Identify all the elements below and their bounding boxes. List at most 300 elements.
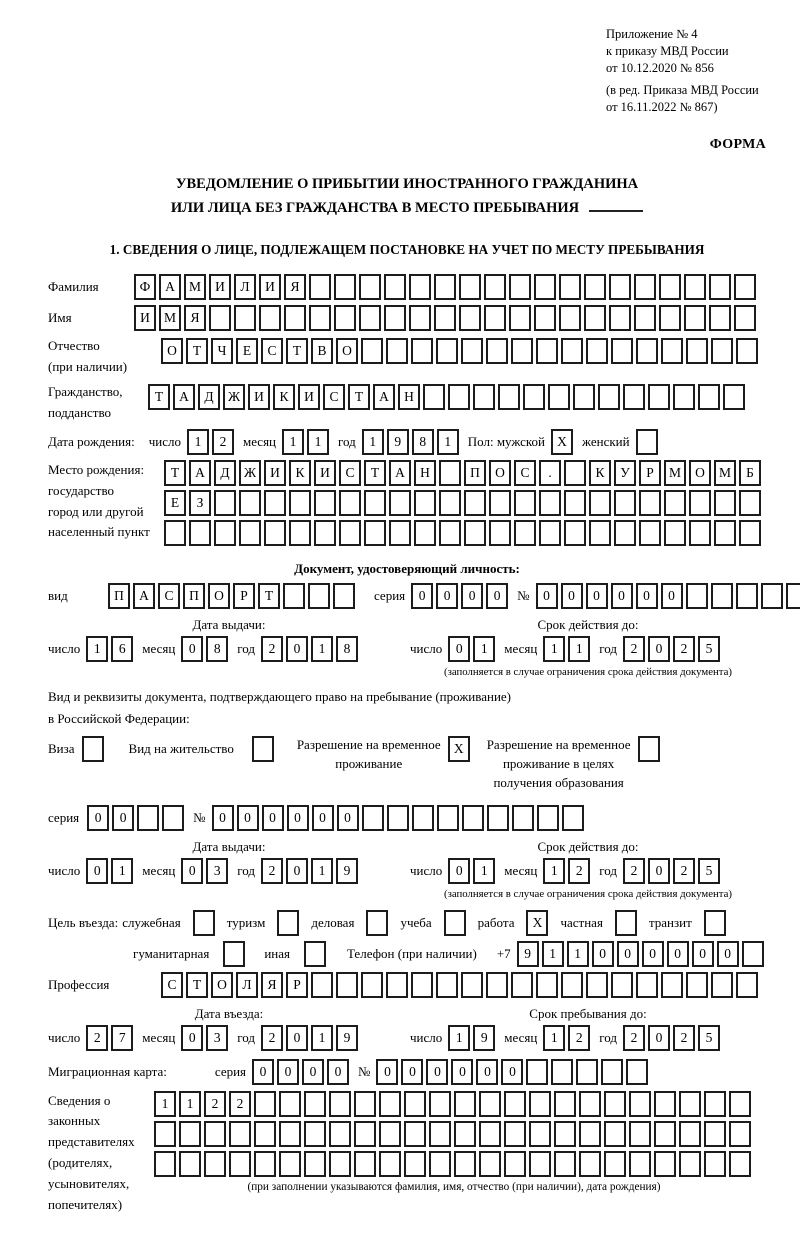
- char-cell[interactable]: [614, 520, 636, 546]
- char-cell[interactable]: И: [264, 460, 286, 486]
- char-cell[interactable]: [454, 1151, 476, 1177]
- char-cell[interactable]: [404, 1091, 426, 1117]
- char-cell[interactable]: [739, 490, 761, 516]
- char-cell[interactable]: [384, 305, 406, 331]
- char-cell[interactable]: И: [248, 384, 270, 410]
- migration-series-cells[interactable]: [252, 1059, 352, 1085]
- char-cell[interactable]: [529, 1121, 551, 1147]
- char-cell[interactable]: [679, 1091, 701, 1117]
- char-cell[interactable]: [561, 972, 583, 998]
- char-cell[interactable]: 0: [376, 1059, 398, 1085]
- char-cell[interactable]: Н: [398, 384, 420, 410]
- char-cell[interactable]: [193, 910, 215, 936]
- char-cell[interactable]: [339, 490, 361, 516]
- char-cell[interactable]: [309, 305, 331, 331]
- char-cell[interactable]: 0: [636, 583, 658, 609]
- char-cell[interactable]: [389, 520, 411, 546]
- char-cell[interactable]: [698, 384, 720, 410]
- char-cell[interactable]: 1: [362, 429, 384, 455]
- char-cell[interactable]: [604, 1091, 626, 1117]
- char-cell[interactable]: [486, 338, 508, 364]
- char-cell[interactable]: 2: [568, 858, 590, 884]
- migration-number-cells[interactable]: [376, 1059, 651, 1085]
- char-cell[interactable]: Т: [258, 583, 280, 609]
- char-cell[interactable]: [504, 1121, 526, 1147]
- char-cell[interactable]: 0: [486, 583, 508, 609]
- char-cell[interactable]: Т: [164, 460, 186, 486]
- char-cell[interactable]: [562, 805, 584, 831]
- edu-permit-checkbox[interactable]: [638, 736, 663, 762]
- char-cell[interactable]: [214, 490, 236, 516]
- char-cell[interactable]: [629, 1121, 651, 1147]
- char-cell[interactable]: 1: [282, 429, 304, 455]
- char-cell[interactable]: 1: [179, 1091, 201, 1117]
- char-cell[interactable]: [252, 736, 274, 762]
- char-cell[interactable]: 0: [692, 941, 714, 967]
- char-cell[interactable]: [359, 274, 381, 300]
- char-cell[interactable]: [537, 805, 559, 831]
- char-cell[interactable]: [729, 1151, 751, 1177]
- char-cell[interactable]: 2: [212, 429, 234, 455]
- char-cell[interactable]: 0: [451, 1059, 473, 1085]
- char-cell[interactable]: [498, 384, 520, 410]
- birth-day-cells[interactable]: [187, 429, 237, 455]
- char-cell[interactable]: [536, 972, 558, 998]
- char-cell[interactable]: 0: [617, 941, 639, 967]
- char-cell[interactable]: [284, 305, 306, 331]
- char-cell[interactable]: А: [133, 583, 155, 609]
- char-cell[interactable]: [598, 384, 620, 410]
- char-cell[interactable]: [704, 1151, 726, 1177]
- char-cell[interactable]: 0: [312, 805, 334, 831]
- char-cell[interactable]: [361, 972, 383, 998]
- char-cell[interactable]: 0: [237, 805, 259, 831]
- char-cell[interactable]: [484, 305, 506, 331]
- char-cell[interactable]: 2: [261, 858, 283, 884]
- char-cell[interactable]: [412, 805, 434, 831]
- identity-issue-year[interactable]: [261, 636, 361, 662]
- char-cell[interactable]: 6: [111, 636, 133, 662]
- char-cell[interactable]: 7: [111, 1025, 133, 1051]
- char-cell[interactable]: [734, 274, 756, 300]
- char-cell[interactable]: Ж: [223, 384, 245, 410]
- char-cell[interactable]: [436, 972, 458, 998]
- char-cell[interactable]: [429, 1091, 451, 1117]
- residence-issue-day[interactable]: [86, 858, 136, 884]
- char-cell[interactable]: 2: [261, 1025, 283, 1051]
- purpose-humanitarian-checkbox[interactable]: [223, 941, 248, 967]
- identity-expiry-day[interactable]: [448, 636, 498, 662]
- char-cell[interactable]: [239, 490, 261, 516]
- char-cell[interactable]: О: [211, 972, 233, 998]
- char-cell[interactable]: 0: [411, 583, 433, 609]
- char-cell[interactable]: [264, 490, 286, 516]
- char-cell[interactable]: [336, 972, 358, 998]
- char-cell[interactable]: С: [161, 972, 183, 998]
- char-cell[interactable]: [364, 520, 386, 546]
- char-cell[interactable]: [366, 910, 388, 936]
- identity-kind-cells[interactable]: [108, 583, 358, 609]
- char-cell[interactable]: 0: [212, 805, 234, 831]
- purpose-official-checkbox[interactable]: [193, 910, 218, 936]
- char-cell[interactable]: И: [134, 305, 156, 331]
- char-cell[interactable]: [659, 305, 681, 331]
- char-cell[interactable]: [461, 972, 483, 998]
- char-cell[interactable]: [277, 910, 299, 936]
- char-cell[interactable]: [384, 274, 406, 300]
- char-cell[interactable]: А: [173, 384, 195, 410]
- char-cell[interactable]: П: [464, 460, 486, 486]
- surname-cells[interactable]: [134, 274, 759, 300]
- char-cell[interactable]: 0: [448, 636, 470, 662]
- char-cell[interactable]: [359, 305, 381, 331]
- char-cell[interactable]: [409, 274, 431, 300]
- entry-month[interactable]: [181, 1025, 231, 1051]
- char-cell[interactable]: Л: [234, 274, 256, 300]
- char-cell[interactable]: [223, 941, 245, 967]
- char-cell[interactable]: [164, 520, 186, 546]
- char-cell[interactable]: 9: [336, 858, 358, 884]
- profession-cells[interactable]: [161, 972, 761, 998]
- char-cell[interactable]: [334, 305, 356, 331]
- char-cell[interactable]: [673, 384, 695, 410]
- char-cell[interactable]: О: [336, 338, 358, 364]
- visa-checkbox[interactable]: [82, 736, 107, 762]
- residence-expiry-day[interactable]: [448, 858, 498, 884]
- char-cell[interactable]: 0: [476, 1059, 498, 1085]
- char-cell[interactable]: 9: [336, 1025, 358, 1051]
- residence-expiry-month[interactable]: [543, 858, 593, 884]
- char-cell[interactable]: [154, 1121, 176, 1147]
- char-cell[interactable]: [609, 274, 631, 300]
- char-cell[interactable]: 0: [561, 583, 583, 609]
- char-cell[interactable]: [611, 338, 633, 364]
- char-cell[interactable]: [761, 583, 783, 609]
- char-cell[interactable]: 1: [568, 636, 590, 662]
- char-cell[interactable]: [512, 805, 534, 831]
- char-cell[interactable]: 0: [661, 583, 683, 609]
- char-cell[interactable]: 2: [673, 1025, 695, 1051]
- char-cell[interactable]: [639, 520, 661, 546]
- char-cell[interactable]: [504, 1091, 526, 1117]
- char-cell[interactable]: [454, 1121, 476, 1147]
- char-cell[interactable]: К: [289, 460, 311, 486]
- char-cell[interactable]: [354, 1121, 376, 1147]
- residence-series-cells[interactable]: [87, 805, 187, 831]
- temp-permit-checkbox[interactable]: [448, 736, 473, 762]
- char-cell[interactable]: [179, 1151, 201, 1177]
- char-cell[interactable]: Р: [286, 972, 308, 998]
- char-cell[interactable]: [386, 338, 408, 364]
- char-cell[interactable]: [623, 384, 645, 410]
- char-cell[interactable]: [486, 972, 508, 998]
- char-cell[interactable]: Т: [186, 972, 208, 998]
- char-cell[interactable]: [586, 972, 608, 998]
- char-cell[interactable]: [314, 520, 336, 546]
- char-cell[interactable]: Ч: [211, 338, 233, 364]
- char-cell[interactable]: [479, 1151, 501, 1177]
- char-cell[interactable]: [714, 490, 736, 516]
- char-cell[interactable]: А: [189, 460, 211, 486]
- char-cell[interactable]: [404, 1121, 426, 1147]
- char-cell[interactable]: 8: [412, 429, 434, 455]
- char-cell[interactable]: 0: [426, 1059, 448, 1085]
- char-cell[interactable]: Н: [414, 460, 436, 486]
- char-cell[interactable]: К: [273, 384, 295, 410]
- entry-year[interactable]: [261, 1025, 361, 1051]
- char-cell[interactable]: 0: [461, 583, 483, 609]
- char-cell[interactable]: [629, 1091, 651, 1117]
- char-cell[interactable]: Т: [348, 384, 370, 410]
- char-cell[interactable]: [329, 1091, 351, 1117]
- char-cell[interactable]: [523, 384, 545, 410]
- char-cell[interactable]: 2: [623, 1025, 645, 1051]
- char-cell[interactable]: [304, 1121, 326, 1147]
- char-cell[interactable]: 1: [307, 429, 329, 455]
- char-cell[interactable]: Е: [236, 338, 258, 364]
- char-cell[interactable]: X: [448, 736, 470, 762]
- char-cell[interactable]: 1: [187, 429, 209, 455]
- char-cell[interactable]: [573, 384, 595, 410]
- char-cell[interactable]: [154, 1151, 176, 1177]
- residence-number-cells[interactable]: [212, 805, 587, 831]
- char-cell[interactable]: [329, 1151, 351, 1177]
- char-cell[interactable]: [414, 490, 436, 516]
- char-cell[interactable]: Л: [236, 972, 258, 998]
- char-cell[interactable]: 0: [181, 858, 203, 884]
- char-cell[interactable]: [648, 384, 670, 410]
- char-cell[interactable]: [626, 1059, 648, 1085]
- char-cell[interactable]: [729, 1121, 751, 1147]
- char-cell[interactable]: 0: [286, 858, 308, 884]
- char-cell[interactable]: 8: [206, 636, 228, 662]
- char-cell[interactable]: 0: [648, 858, 670, 884]
- char-cell[interactable]: М: [714, 460, 736, 486]
- char-cell[interactable]: [437, 805, 459, 831]
- char-cell[interactable]: 2: [204, 1091, 226, 1117]
- char-cell[interactable]: [229, 1121, 251, 1147]
- char-cell[interactable]: [162, 805, 184, 831]
- char-cell[interactable]: [311, 972, 333, 998]
- char-cell[interactable]: 0: [401, 1059, 423, 1085]
- char-cell[interactable]: 1: [311, 858, 333, 884]
- name-cells[interactable]: [134, 305, 759, 331]
- char-cell[interactable]: [289, 490, 311, 516]
- char-cell[interactable]: 0: [536, 583, 558, 609]
- char-cell[interactable]: [609, 305, 631, 331]
- char-cell[interactable]: [334, 274, 356, 300]
- char-cell[interactable]: 0: [86, 858, 108, 884]
- char-cell[interactable]: [684, 305, 706, 331]
- char-cell[interactable]: [734, 305, 756, 331]
- char-cell[interactable]: [489, 490, 511, 516]
- char-cell[interactable]: П: [108, 583, 130, 609]
- char-cell[interactable]: [584, 274, 606, 300]
- char-cell[interactable]: [137, 805, 159, 831]
- char-cell[interactable]: [601, 1059, 623, 1085]
- char-cell[interactable]: 2: [673, 858, 695, 884]
- char-cell[interactable]: [564, 520, 586, 546]
- char-cell[interactable]: [679, 1151, 701, 1177]
- birth-place-row2-cells[interactable]: [164, 490, 764, 516]
- char-cell[interactable]: [551, 1059, 573, 1085]
- char-cell[interactable]: [404, 1151, 426, 1177]
- char-cell[interactable]: [411, 972, 433, 998]
- char-cell[interactable]: Р: [639, 460, 661, 486]
- char-cell[interactable]: О: [489, 460, 511, 486]
- char-cell[interactable]: [604, 1121, 626, 1147]
- char-cell[interactable]: Е: [164, 490, 186, 516]
- char-cell[interactable]: [711, 583, 733, 609]
- char-cell[interactable]: А: [373, 384, 395, 410]
- char-cell[interactable]: [259, 305, 281, 331]
- purpose-transit-checkbox[interactable]: [704, 910, 729, 936]
- char-cell[interactable]: [742, 941, 764, 967]
- char-cell[interactable]: 2: [568, 1025, 590, 1051]
- char-cell[interactable]: X: [526, 910, 548, 936]
- char-cell[interactable]: [576, 1059, 598, 1085]
- char-cell[interactable]: [333, 583, 355, 609]
- char-cell[interactable]: [554, 1091, 576, 1117]
- residence-issue-year[interactable]: [261, 858, 361, 884]
- char-cell[interactable]: У: [614, 460, 636, 486]
- char-cell[interactable]: 1: [543, 636, 565, 662]
- char-cell[interactable]: [714, 520, 736, 546]
- char-cell[interactable]: 0: [87, 805, 109, 831]
- char-cell[interactable]: [473, 384, 495, 410]
- char-cell[interactable]: [579, 1151, 601, 1177]
- char-cell[interactable]: 0: [611, 583, 633, 609]
- char-cell[interactable]: [189, 520, 211, 546]
- char-cell[interactable]: [704, 910, 726, 936]
- char-cell[interactable]: [361, 338, 383, 364]
- char-cell[interactable]: 0: [181, 636, 203, 662]
- char-cell[interactable]: [289, 520, 311, 546]
- char-cell[interactable]: [509, 274, 531, 300]
- char-cell[interactable]: [526, 1059, 548, 1085]
- char-cell[interactable]: [362, 805, 384, 831]
- char-cell[interactable]: 1: [567, 941, 589, 967]
- char-cell[interactable]: [686, 338, 708, 364]
- identity-expiry-month[interactable]: [543, 636, 593, 662]
- char-cell[interactable]: 1: [473, 636, 495, 662]
- char-cell[interactable]: [434, 274, 456, 300]
- char-cell[interactable]: [536, 338, 558, 364]
- char-cell[interactable]: 2: [261, 636, 283, 662]
- char-cell[interactable]: [448, 384, 470, 410]
- char-cell[interactable]: [304, 1151, 326, 1177]
- char-cell[interactable]: [454, 1091, 476, 1117]
- char-cell[interactable]: [664, 520, 686, 546]
- representatives-row3-cells[interactable]: [154, 1151, 754, 1177]
- char-cell[interactable]: О: [161, 338, 183, 364]
- char-cell[interactable]: [654, 1151, 676, 1177]
- char-cell[interactable]: [689, 490, 711, 516]
- char-cell[interactable]: [414, 520, 436, 546]
- char-cell[interactable]: [736, 338, 758, 364]
- char-cell[interactable]: [614, 490, 636, 516]
- char-cell[interactable]: [709, 274, 731, 300]
- char-cell[interactable]: Д: [214, 460, 236, 486]
- char-cell[interactable]: [539, 490, 561, 516]
- char-cell[interactable]: 0: [181, 1025, 203, 1051]
- char-cell[interactable]: 2: [86, 1025, 108, 1051]
- char-cell[interactable]: Р: [233, 583, 255, 609]
- char-cell[interactable]: [179, 1121, 201, 1147]
- char-cell[interactable]: [534, 274, 556, 300]
- representatives-row1-cells[interactable]: [154, 1091, 754, 1117]
- char-cell[interactable]: 0: [642, 941, 664, 967]
- char-cell[interactable]: Т: [286, 338, 308, 364]
- char-cell[interactable]: 0: [327, 1059, 349, 1085]
- char-cell[interactable]: [723, 384, 745, 410]
- char-cell[interactable]: 0: [277, 1059, 299, 1085]
- char-cell[interactable]: 1: [111, 858, 133, 884]
- char-cell[interactable]: [489, 520, 511, 546]
- char-cell[interactable]: [364, 490, 386, 516]
- char-cell[interactable]: [459, 274, 481, 300]
- birth-year-cells[interactable]: [362, 429, 462, 455]
- char-cell[interactable]: [308, 583, 330, 609]
- char-cell[interactable]: [484, 274, 506, 300]
- char-cell[interactable]: [589, 490, 611, 516]
- char-cell[interactable]: [279, 1091, 301, 1117]
- char-cell[interactable]: [82, 736, 104, 762]
- char-cell[interactable]: [329, 1121, 351, 1147]
- char-cell[interactable]: [548, 384, 570, 410]
- purpose-work-checkbox[interactable]: [526, 910, 551, 936]
- char-cell[interactable]: [689, 520, 711, 546]
- char-cell[interactable]: И: [209, 274, 231, 300]
- char-cell[interactable]: [309, 274, 331, 300]
- char-cell[interactable]: З: [189, 490, 211, 516]
- char-cell[interactable]: 0: [436, 583, 458, 609]
- char-cell[interactable]: И: [259, 274, 281, 300]
- char-cell[interactable]: 1: [448, 1025, 470, 1051]
- char-cell[interactable]: [409, 305, 431, 331]
- char-cell[interactable]: [279, 1151, 301, 1177]
- char-cell[interactable]: [554, 1151, 576, 1177]
- char-cell[interactable]: [283, 583, 305, 609]
- identity-issue-day[interactable]: [86, 636, 136, 662]
- char-cell[interactable]: [423, 384, 445, 410]
- char-cell[interactable]: 1: [543, 1025, 565, 1051]
- char-cell[interactable]: 0: [287, 805, 309, 831]
- char-cell[interactable]: [439, 520, 461, 546]
- char-cell[interactable]: [389, 490, 411, 516]
- char-cell[interactable]: 1: [154, 1091, 176, 1117]
- char-cell[interactable]: [586, 338, 608, 364]
- char-cell[interactable]: [459, 305, 481, 331]
- char-cell[interactable]: 0: [337, 805, 359, 831]
- char-cell[interactable]: [615, 910, 637, 936]
- char-cell[interactable]: Я: [261, 972, 283, 998]
- char-cell[interactable]: [339, 520, 361, 546]
- char-cell[interactable]: [511, 338, 533, 364]
- residence-issue-month[interactable]: [181, 858, 231, 884]
- citizenship-cells[interactable]: [148, 384, 748, 410]
- char-cell[interactable]: [264, 520, 286, 546]
- char-cell[interactable]: [584, 305, 606, 331]
- char-cell[interactable]: [464, 490, 486, 516]
- char-cell[interactable]: 0: [262, 805, 284, 831]
- char-cell[interactable]: 3: [206, 1025, 228, 1051]
- char-cell[interactable]: [786, 583, 800, 609]
- char-cell[interactable]: [387, 805, 409, 831]
- char-cell[interactable]: [711, 972, 733, 998]
- char-cell[interactable]: [679, 1121, 701, 1147]
- char-cell[interactable]: X: [551, 429, 573, 455]
